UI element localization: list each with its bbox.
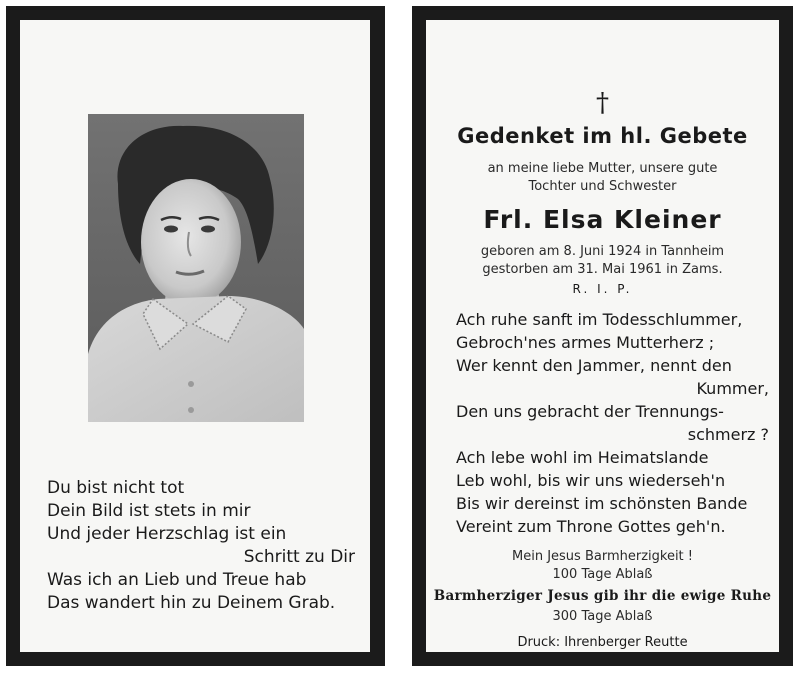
cross-symbol: † bbox=[596, 88, 609, 118]
dedication-line-1: an meine liebe Mutter, unsere gute bbox=[487, 161, 718, 176]
death-line: gestorben am 31. Mai 1961 in Zams. bbox=[482, 262, 723, 277]
right-poem-line: schmerz ? bbox=[687, 425, 769, 444]
right-poem-line: Ach ruhe sanft im Todesschlummer, bbox=[456, 310, 743, 329]
indulgence-line-1: 100 Tage Ablaß bbox=[552, 567, 653, 582]
printer-credit: Druck: Ihrenberger Reutte bbox=[517, 635, 688, 650]
deceased-name: Frl. Elsa Kleiner bbox=[483, 205, 722, 234]
portrait-image bbox=[88, 114, 304, 422]
right-poem-line: Kummer, bbox=[696, 379, 769, 398]
left-poem-line: Was ich an Lieb und Treue hab bbox=[47, 570, 307, 590]
right-poem bbox=[456, 308, 769, 538]
right-poem-line: Vereint zum Throne Gottes geh'n. bbox=[456, 517, 726, 536]
card-left-paper bbox=[20, 20, 370, 652]
left-poem-line: Dein Bild ist stets in mir bbox=[47, 501, 251, 521]
prayer-line-2: Barmherziger Jesus gib ihr die ewige Ruhe bbox=[433, 588, 772, 604]
portrait-photo bbox=[88, 114, 304, 422]
right-poem-line: Leb wohl, bis wir uns wiederseh'n bbox=[456, 471, 726, 490]
right-poem-line: Bis wir dereinst im schönsten Bande bbox=[456, 494, 748, 513]
left-poem-line: Das wandert hin zu Deinem Grab. bbox=[47, 593, 336, 613]
dedication-line-2: Tochter und Schwester bbox=[528, 179, 677, 194]
birth-line: geboren am 8. Juni 1924 in Tannheim bbox=[480, 244, 725, 259]
rip-text: R. I. P. bbox=[572, 282, 633, 296]
left-poem-line: Schritt zu Dir bbox=[243, 547, 355, 567]
memorial-card-left bbox=[6, 6, 385, 666]
left-poem-line: Und jeder Herzschlag ist ein bbox=[47, 524, 287, 544]
prayer-line-1: Mein Jesus Barmherzigkeit ! bbox=[512, 549, 693, 564]
memorial-card-right bbox=[412, 6, 793, 666]
left-poem bbox=[47, 477, 367, 615]
left-poem-line: Du bist nicht tot bbox=[47, 478, 185, 498]
right-poem-line: Wer kennt den Jammer, nennt den bbox=[456, 356, 732, 375]
right-poem-line: Gebroch'nes armes Mutterherz ; bbox=[456, 333, 715, 352]
indulgence-line-2: 300 Tage Ablaß bbox=[552, 609, 653, 624]
card-right-paper bbox=[426, 20, 779, 652]
headline: Gedenket im hl. Gebete bbox=[457, 124, 748, 148]
right-poem-line: Ach lebe wohl im Heimatslande bbox=[456, 448, 709, 467]
right-poem-line: Den uns gebracht der Trennungs- bbox=[456, 402, 724, 421]
